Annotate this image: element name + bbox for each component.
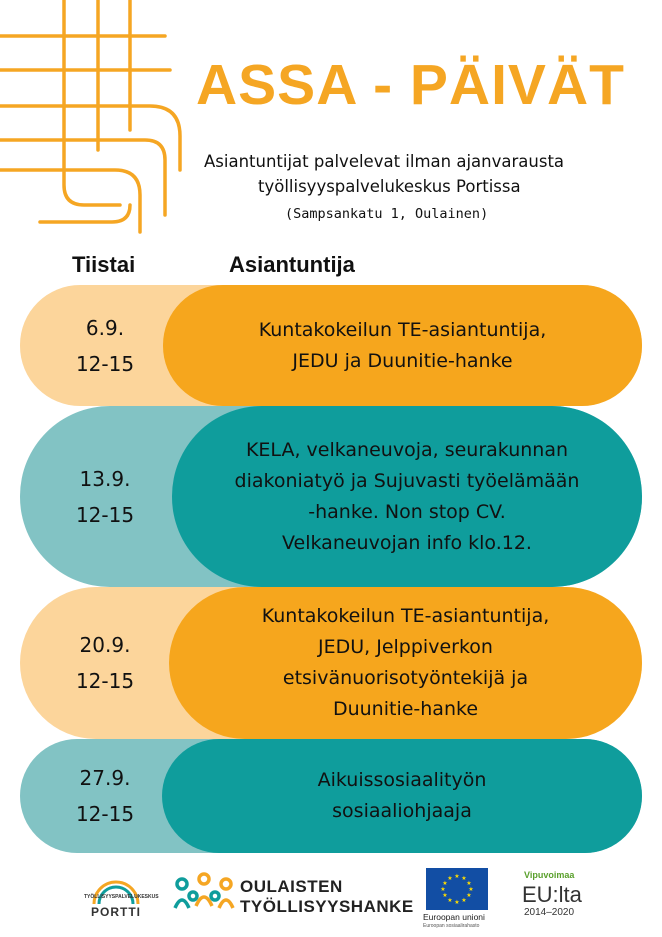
expert-text (235, 435, 580, 559)
expert-line: Kuntakokeilun TE-asiantuntija, (261, 605, 550, 627)
oulaisten-logo-line-1: OULAISTEN (240, 877, 343, 896)
schedule-row (20, 406, 642, 587)
svg-text:★: ★ (442, 880, 448, 887)
oulaisten-logo-line-2: TYÖLLISYYSHANKE (240, 897, 414, 916)
header-expert: Asiantuntija (229, 252, 355, 277)
expert-line: diakoniatyö ja Sujuvasti työelämään (234, 469, 580, 492)
vipuvoimaa-logo-line-2: EU:lta (522, 882, 582, 907)
vipuvoimaa-logo-line-3: 2014–2020 (524, 907, 575, 918)
expert-line: Kuntakokeilun TE-asiantuntija, (258, 318, 547, 341)
expert-line: etsivänuorisotyöntekijä ja (282, 667, 529, 689)
row-time: 12-15 (75, 802, 135, 826)
expert-text (262, 601, 550, 725)
expert-pill (162, 739, 642, 853)
eu-logo-name: Euroopan unioni (423, 912, 485, 922)
row-date: 13.9. (79, 466, 131, 491)
svg-text:★: ★ (461, 875, 467, 882)
address-text: (Sampsankatu 1, Oulainen) (285, 206, 489, 222)
expert-pill (163, 285, 642, 406)
logo-strip (0, 860, 662, 937)
svg-text:★: ★ (468, 886, 474, 893)
row-time: 12-15 (75, 351, 135, 376)
svg-text:★: ★ (466, 892, 472, 899)
svg-text:★: ★ (454, 873, 460, 880)
svg-text:★: ★ (461, 897, 467, 904)
svg-text:★: ★ (447, 897, 453, 904)
people-group-icon (172, 870, 236, 920)
subtitle-line-2: työllisyyspalvelukeskus Portissa (258, 177, 521, 196)
schedule-row (20, 739, 642, 853)
expert-line: sosiaaliohjaaja (332, 800, 472, 822)
schedule-row (20, 587, 642, 739)
expert-line: Velkaneuvojan info klo.12. (282, 531, 532, 554)
row-time: 12-15 (75, 669, 135, 693)
portti-logo-subtitle: TYÖLLISYYSPALVELUKESKUS (84, 894, 159, 900)
header-day: Tiistai (72, 252, 136, 277)
date-block (20, 406, 190, 587)
portti-logo-name: PORTTI (91, 905, 141, 919)
svg-text:★: ★ (466, 880, 472, 887)
eu-logo-fund: Euroopan sosiaalirahasto (423, 923, 480, 929)
expert-pill (169, 587, 642, 739)
date-block (20, 587, 190, 739)
page-title: ASSA - PÄIVÄT (196, 53, 625, 117)
expert-text (259, 315, 547, 377)
expert-line: -hanke. Non stop CV. (308, 500, 506, 523)
eu-flag-icon (426, 868, 488, 910)
expert-text (318, 765, 487, 827)
svg-text:★: ★ (440, 886, 446, 893)
vipuvoimaa-logo-line-1: Vipuvoimaa (524, 870, 575, 880)
expert-line: JEDU ja Duunitie-hanke (292, 349, 513, 372)
row-date: 6.9. (85, 315, 125, 340)
subtitle-line-1: Asiantuntijat palvelevat ilman ajanvarausta (204, 152, 565, 171)
svg-text:★: ★ (454, 899, 460, 906)
expert-line: KELA, velkaneuvoja, seurakunnan (245, 438, 569, 461)
expert-line: Aikuissosiaalityön (317, 769, 487, 791)
expert-line: Duunitie-hanke (332, 698, 479, 720)
expert-line: JEDU, Jelppiverkon (318, 636, 493, 658)
row-time: 12-15 (75, 502, 135, 527)
row-date: 20.9. (79, 633, 131, 657)
svg-text:★: ★ (447, 875, 453, 882)
schedule-row (20, 285, 642, 406)
decorative-line-pattern (0, 0, 200, 240)
row-date: 27.9. (79, 766, 131, 790)
svg-text:★: ★ (442, 892, 448, 899)
expert-pill (172, 406, 642, 587)
